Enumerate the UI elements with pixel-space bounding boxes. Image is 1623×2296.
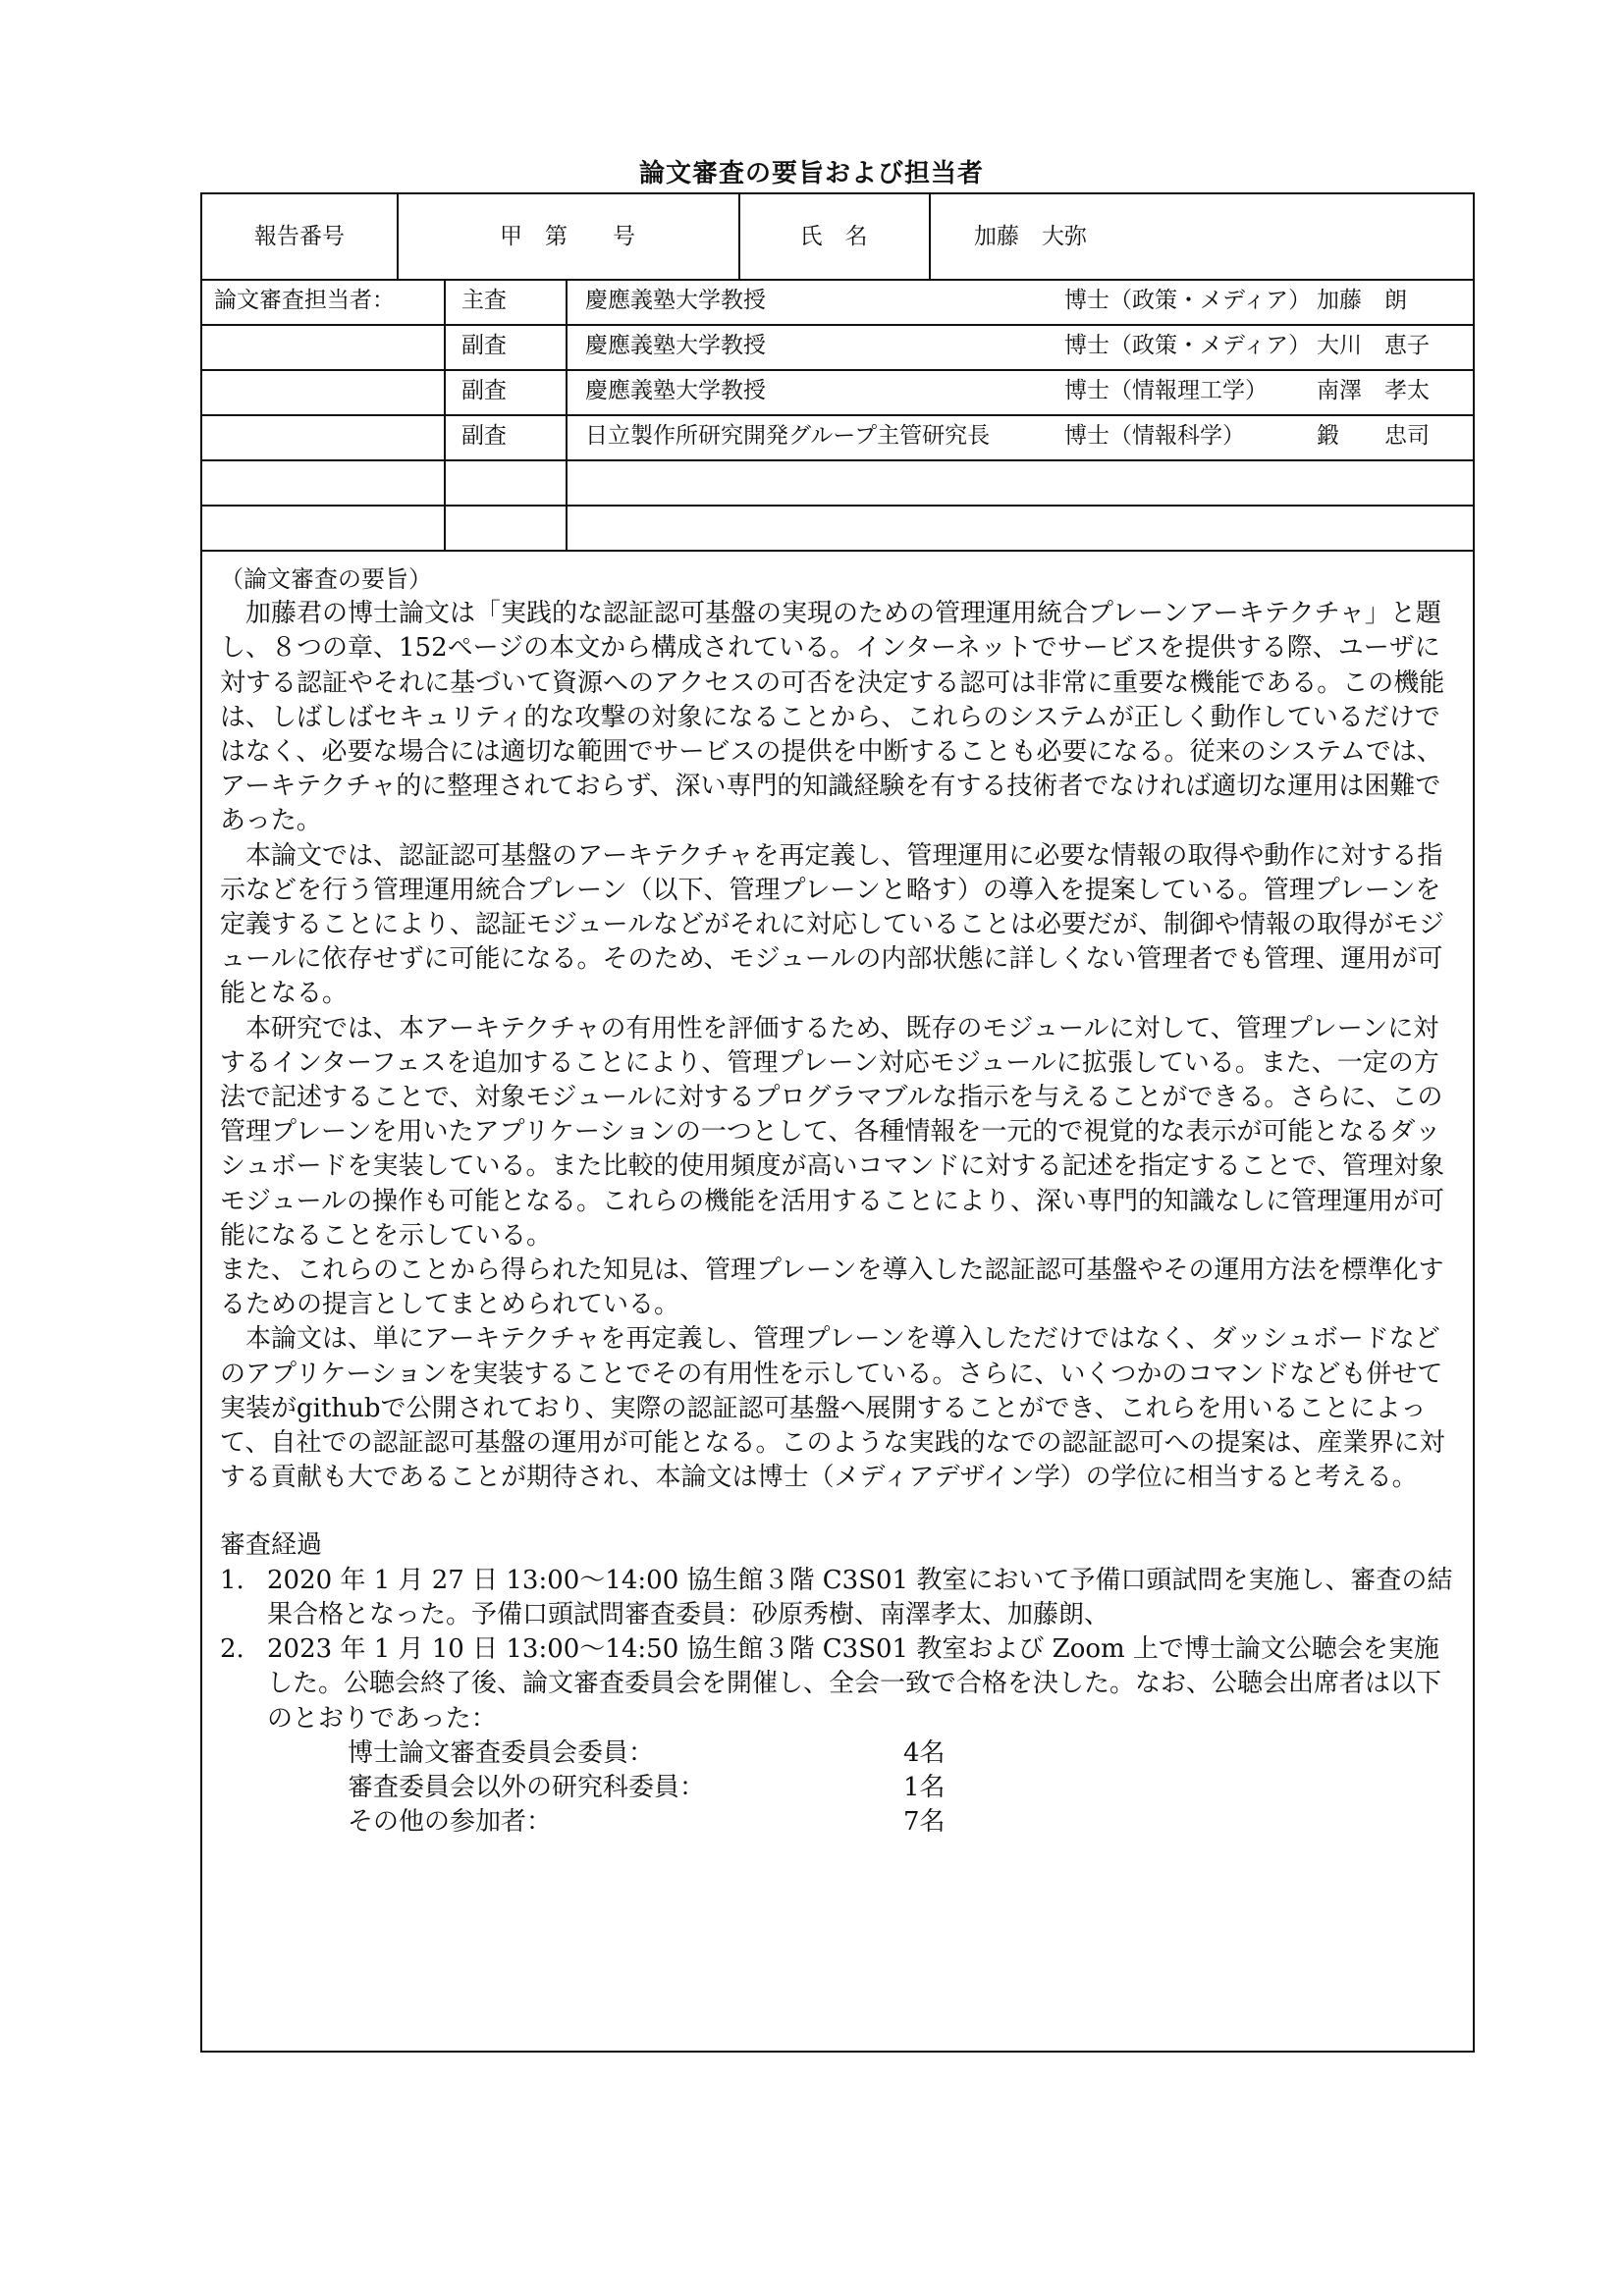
examiner-degree: 博士（政策・メディア） (1064, 288, 1312, 313)
rule-examiner-col-2 (566, 279, 568, 550)
rule-row-3 (202, 414, 1473, 416)
attendance-label: 博士論文審査委員会委員： (348, 1737, 655, 1768)
attendance-count: 7名 (903, 1807, 946, 1838)
examiner-affiliation: 慶應義塾大学教授 (585, 333, 766, 358)
name-label: 氏 名 (799, 224, 868, 249)
examiner-role: 副査 (461, 333, 507, 358)
examiner-name: 大川 恵子 (1317, 333, 1430, 358)
review-item-number: 1. (220, 1565, 244, 1595)
examiner-role: 副査 (461, 378, 507, 403)
attendance-row (348, 1805, 1459, 1840)
review-summary (220, 562, 1459, 1840)
examiner-affiliation: 慶應義塾大学教授 (585, 378, 766, 403)
rule-row-4 (202, 459, 1473, 461)
rule-header-col-3 (929, 194, 931, 279)
summary-paragraph: 本論文は、単にアーキテクチャを再定義し、管理プレーンを導入しただけではなく、ダッシュボードなどのアプリケーションを実装することでその有用性を示している。さらに、いくつかのコマンドなども併せて実装がgithubで公開されており、実際の認証認可基盤へ展開することができ、これらを用いることによって、自社での認証認可基盤の運用が可能となる。このような実践的なでの認証認可への提案は、産業界に対する貢献も大であることが期待され、本論文は博士（メディアデザイン学）の学位に相当すると考える。 (220, 1324, 1445, 1493)
examiners-label: 論文審査担当者： (214, 288, 395, 313)
rule-row-2 (202, 369, 1473, 371)
summary-paragraph: 本論文では、認証認可基盤のアーキテクチャを再定義し、管理運用に必要な情報の取得や動作に対する指示などを行う管理運用統合プレーン（以下、管理プレーンと略す）の導入を提案している。管理プレーンを定義することにより、認証モジュールなどがそれに対応していることは必要だが、制御や情報の取得がモジュールに依存せずに可能になる。そのため、モジュールの内部状態に詳しくない管理者でも管理、運用が可能となる。 (220, 840, 1444, 1009)
attendance-row (348, 1736, 1459, 1771)
report-number-label: 報告番号 (254, 224, 345, 249)
examiner-role: 副査 (461, 423, 507, 449)
examiner-affiliation: 慶應義塾大学教授 (585, 288, 766, 313)
examiner-name: 南澤 孝太 (1317, 378, 1430, 403)
review-item-text: 2023 年 1 月 10 日 13:00〜14:50 協生館３階 C3S01 教室および Zoom 上で博士論文公聴会を実施した。公聴会終了後、論文審査委員会を開催し、全会一致で合格を決した。なお、公聴会出席者は以下のとおりであった： (267, 1634, 1442, 1734)
report-number-value: 甲 第 号 (500, 224, 635, 249)
rule-header-bottom (202, 279, 1473, 281)
rule-examiner-col-1 (444, 279, 446, 550)
rule-row-1 (202, 324, 1473, 326)
section-gap (220, 1495, 1459, 1528)
examiner-degree: 博士（情報科学） (1064, 423, 1245, 449)
examiner-name: 加藤 朗 (1317, 288, 1407, 313)
review-item (220, 1564, 1459, 1632)
document-title: 論文審査の要旨および担当者 (638, 159, 984, 188)
examiner-degree: 博士（政策・メディア） (1064, 333, 1312, 358)
summary-heading: （論文審査の要旨） (220, 565, 432, 593)
examiner-degree: 博士（情報理工学） (1064, 378, 1268, 403)
attendance-count: 4名 (903, 1737, 946, 1768)
attendance-label: 審査委員会以外の研究科委員： (348, 1772, 706, 1802)
review-form (200, 192, 1475, 2053)
review-heading: 審査経過 (220, 1530, 323, 1561)
attendance-label: その他の参加者： (348, 1807, 553, 1838)
review-item-text: 2020 年 1 月 27 日 13:00〜14:00 協生館３階 C3S01 教室において予備口頭試問を実施し、審査の結果合格となった。予備口頭試問審査委員：砂原秀樹、南澤孝太、加藤朗、 (267, 1565, 1453, 1629)
summary-paragraph: 加藤君の博士論文は「実践的な認証認可基盤の実現のための管理運用統合プレーンアーキテクチャ」と題し、８つの章、152ページの本文から構成されている。インターネットでサービスを提供する際、ユーザに対する認証やそれに基づいて資源へのアクセスの可否を決定する認可は非常に重要な機能である。この機能は、しばしばセキュリティ的な攻撃の対象になることから、これらのシステムが正しく動作しているだけではなく、必要な場合には適切な範囲でサービスの提供を中断することも必要になる。従来のシステムでは、アーキテクチャ的に整理されておらず、深い専門的知識経験を有する技術者でなければ適切な運用は困難であった。 (220, 599, 1445, 836)
examiner-name: 鍛 忠司 (1317, 423, 1430, 449)
examiner-affiliation: 日立製作所研究開発グループ主管研究長 (585, 423, 991, 449)
attendance-row (348, 1771, 1459, 1805)
examiner-role: 主査 (461, 288, 507, 313)
rule-table-bottom (202, 550, 1473, 552)
review-item-number: 2. (220, 1634, 244, 1665)
summary-paragraph: また、これらのことから得られた知見は、管理プレーンを導入した認証認可基盤やその運用方法を標準化するための提言としてまとめられている。 (220, 1255, 1444, 1320)
rule-row-5 (202, 505, 1473, 507)
attendance-count: 1名 (903, 1772, 946, 1802)
summary-paragraph: 本研究では、本アーキテクチャの有用性を評価するため、既存のモジュールに対して、管理プレーンに対するインターフェスを追加することにより、管理プレーン対応モジュールに拡張している。また、一定の方法で記述することで、対象モジュールに対するプログラマブルな指示を与えることができる。さらに、この管理プレーンを用いたアプリケーションの一つとして、各種情報を一元的で視覚的な表示が可能となるダッシュボードを実装している。また比較的使用頻度が高いコマンドに対する記述を指定することで、管理対象モジュールの操作も可能となる。これらの機能を活用することにより、深い専門的知識なしに管理運用が可能になることを示している。 (220, 1013, 1444, 1251)
review-item (220, 1632, 1459, 1736)
name-value: 加藤 大弥 (974, 224, 1087, 249)
